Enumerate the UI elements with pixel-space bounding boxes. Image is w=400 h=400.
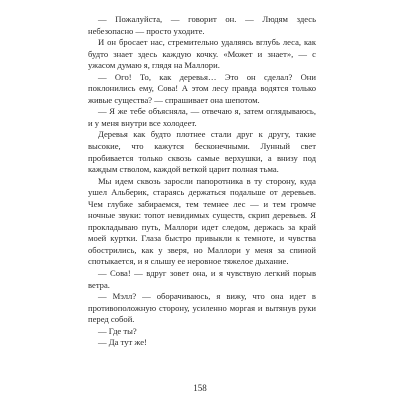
page-number: 158 xyxy=(193,383,207,393)
paragraph: — Где ты? xyxy=(98,325,137,336)
paragraph: И он бросает нас, стремительно удаляясь вглубь леса, как будто знает здесь каждую кочку. «Может и знает», — с ужасом думаю я, глядя на Маллори. xyxy=(88,37,316,71)
paragraph: — Сова! — вдруг зовет она, и я чувствую легкий порыв ветра. xyxy=(88,268,316,290)
paragraph: Деревья как будто плотнее стали друг к другу, такие высокие, что кажутся бесконечными. Лунный свет пробивается только сквозь самые верхушки, а внизу под каждым стволом, каждой веткой царит полная тьма. xyxy=(88,129,316,175)
paragraph: Мы идем сквозь заросли папоротника в ту сторону, куда ушел Альберик, стараясь держаться подальше от деревьев. Чем глубже забираемся, тем темнее лес — и тем громче ночные звуки: топот невидимых существ, скрип деревьев. Я прокладываю путь, Маллори идет следом, держась за край моей куртки. Глаза быстро привыкли к темноте, и чувства обострились, как у зверя, но Маллори у меня за спиной спотыкается, и я слышу ее неровное тяжелое дыхание. xyxy=(88,175,316,267)
paragraph: — Мэлл? — оборачиваюсь, я вижу, что она идет в противоположную сторону, усиленно моргая и вытянув руки перед собой. xyxy=(88,291,316,325)
paragraph: — Пожалуйста, — говорит он. — Людям здесь небезопасно — просто уходите. xyxy=(88,14,316,36)
paragraph: — Ого! То, как деревья… Это он сделал? Они поклонились ему, Сова! А этом лесу правда водятся только живые существа? — спрашивает она шепотом. xyxy=(88,71,316,105)
page-body-text xyxy=(88,14,316,349)
paragraph: — Я же тебе объясняла, — отвечаю я, затем оглядываюсь, и у меня внутри все холодеет. xyxy=(88,106,316,128)
paragraph: — Да тут же! xyxy=(98,337,147,348)
